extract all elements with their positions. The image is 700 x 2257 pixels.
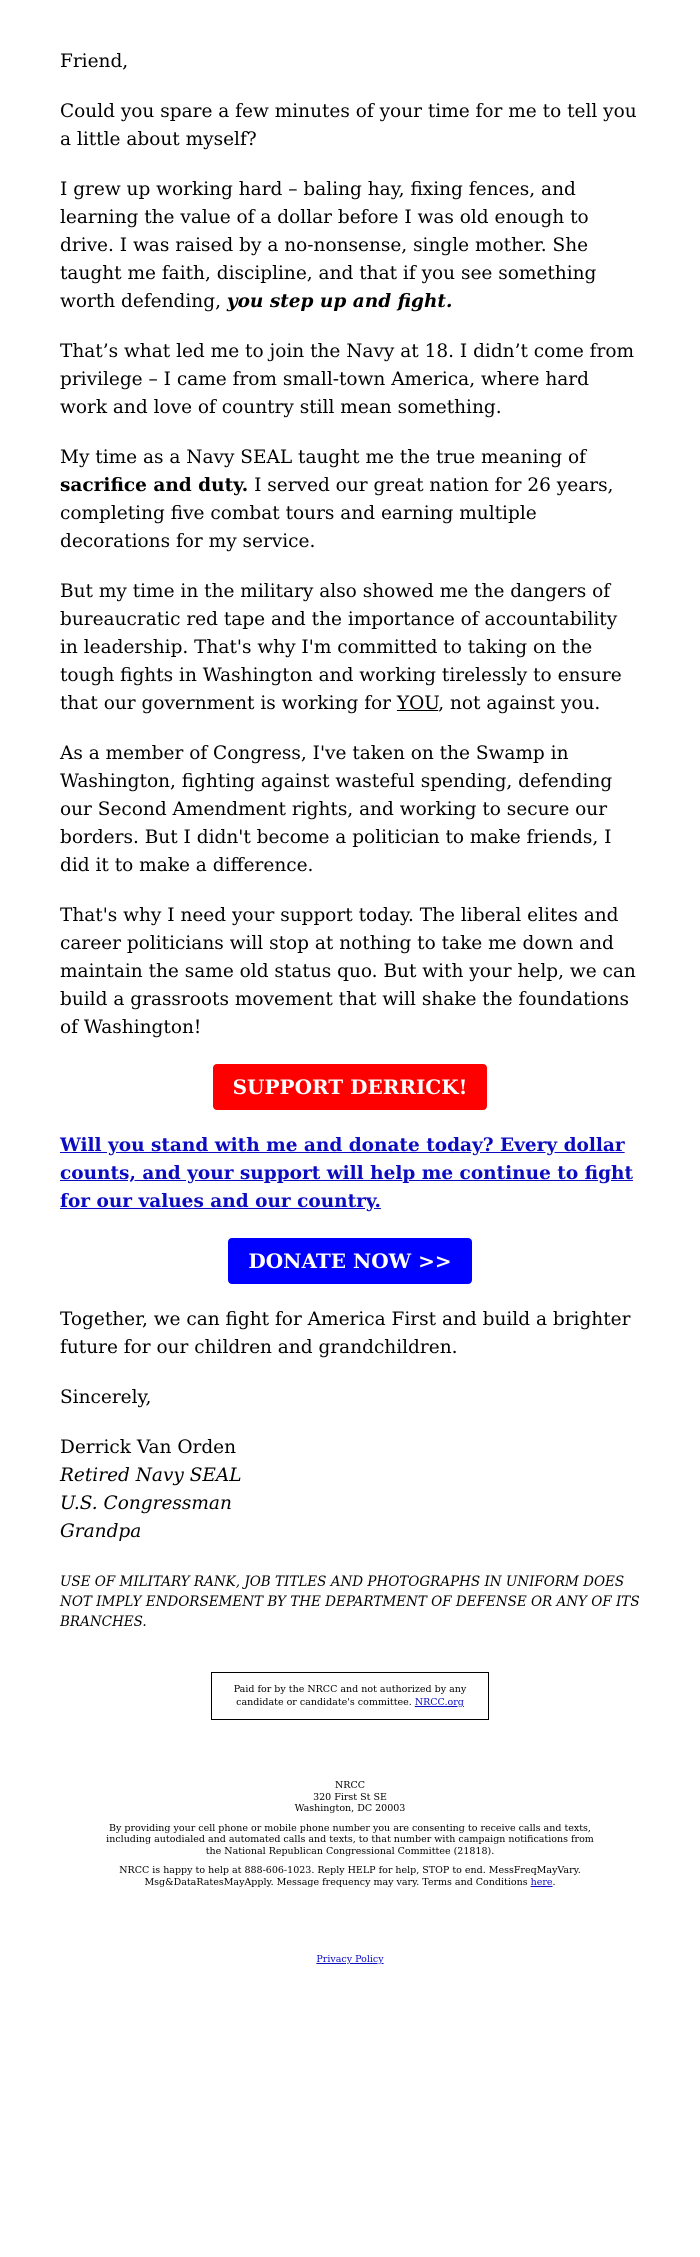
closing: Sincerely, xyxy=(60,1387,152,1408)
paragraph-intro: Could you spare a few minutes of your time for me to tell you a little about myself? xyxy=(60,101,637,150)
email-body xyxy=(60,0,640,1966)
paragraph-together: Together, we can fight for America First and build a brighter future for our children and grandchildren. xyxy=(60,1309,631,1358)
footer-org: NRCC xyxy=(334,1780,365,1791)
support-derrick-button[interactable]: SUPPORT DERRICK! xyxy=(213,1064,488,1110)
paragraph-navy: That’s what led me to join the Navy at 18. I didn’t come from privilege – I came from small-town America, where hard work and love of country still mean something. xyxy=(60,341,635,418)
paragraph-support: That's why I need your support today. The liberal elites and career politicians will stop at nothing to take me down and maintain the same old status quo. But with your help, we can build a grassroots movement that will shake the foundations of Washington! xyxy=(60,905,636,1038)
emphasis-step-up: you step up and fight. xyxy=(226,291,453,312)
signature-title-grandpa: Grandpa xyxy=(60,1521,142,1542)
paragraph-military-end: , not against you. xyxy=(438,693,601,714)
signature-name: Derrick Van Orden xyxy=(60,1437,237,1458)
dod-disclaimer: USE OF MILITARY RANK, JOB TITLES AND PHOTOGRAPHS IN UNIFORM DOES NOT IMPLY ENDORSEMENT BY THE DEPARTMENT OF DEFENSE OR ANY OF ITS BRANCHES. xyxy=(60,1574,640,1630)
paragraph-seal-rest: I served our great nation for 26 years, completing five combat tours and earning multiple decorations for my service. xyxy=(60,475,614,552)
salutation: Friend, xyxy=(60,51,129,72)
signature-title-seal: Retired Navy SEAL xyxy=(60,1465,242,1486)
footer xyxy=(60,1780,640,1966)
paid-for-box xyxy=(211,1672,489,1720)
footer-help-text: NRCC is happy to help at 888-606-1023. Reply HELP for help, STOP to end. MessFreqMayVary. Msg&DataRatesMayApply. Message frequency may vary. Terms and Conditions xyxy=(119,1865,581,1888)
signature-block xyxy=(60,1434,640,1546)
paragraph-seal-lead: My time as a Navy SEAL taught me the true meaning of xyxy=(60,447,587,468)
paragraph-congress: As a member of Congress, I've taken on the Swamp in Washington, fighting against wasteful spending, defending our Second Amendment rights, and working to secure our borders. But I didn't become a politician to make friends, I did it to make a difference. xyxy=(60,743,613,876)
support-button-row xyxy=(60,1064,640,1110)
terms-here-link[interactable]: here xyxy=(530,1876,553,1888)
footer-consent: By providing your cell phone or mobile phone number you are consenting to receive calls and texts, including autodialed and automated calls and texts, to that number with campaign notifications from the National Republican Congressional Committee (21818). xyxy=(106,1822,594,1857)
paragraph-upbringing xyxy=(60,176,640,316)
donate-now-button[interactable]: DONATE NOW >> xyxy=(228,1238,471,1284)
donate-cta-link[interactable]: Will you stand with me and donate today? Every dollar counts, and your support will help me continue to fight for our values and our country. xyxy=(60,1135,634,1212)
paragraph-military-text: But my time in the military also showed me the dangers of bureaucratic red tape and the importance of accountability in leadership. That's why I'm committed to taking on the tough fights in Washington and working tirelessly to ensure that our government is working for xyxy=(60,581,622,714)
emphasis-you: YOU xyxy=(396,693,439,714)
footer-street: 320 First St SE xyxy=(313,1791,387,1803)
paragraph-seal xyxy=(60,444,640,556)
paragraph-upbringing-text: I grew up working hard – baling hay, fixing fences, and learning the value of a dollar before I was old enough to drive. I was raised by a no-nonsense, single mother. She taught me faith, discipline, and that if you see something worth defending, xyxy=(60,179,597,312)
donate-button-row xyxy=(60,1238,640,1284)
privacy-policy-link[interactable]: Privacy Policy xyxy=(316,1954,384,1965)
footer-help: NRCC is happy to help at 888-606-1023. Reply HELP for help, STOP to end. MessFreqMayVary. Msg&DataRatesMayApply. Message frequency may vary. Terms and Conditions here. xyxy=(119,1865,581,1888)
nrcc-link[interactable]: NRCC.org xyxy=(414,1697,464,1708)
signature-title-congressman: U.S. Congressman xyxy=(60,1493,232,1514)
emphasis-sacrifice: sacrifice and duty. xyxy=(60,475,249,496)
footer-city: Washington, DC 20003 xyxy=(294,1803,406,1814)
footer-address xyxy=(60,1780,640,1815)
paragraph-military xyxy=(60,578,640,718)
paid-for-text: Paid for by the NRCC and not authorized by any candidate or candidate's committee. xyxy=(233,1684,467,1708)
